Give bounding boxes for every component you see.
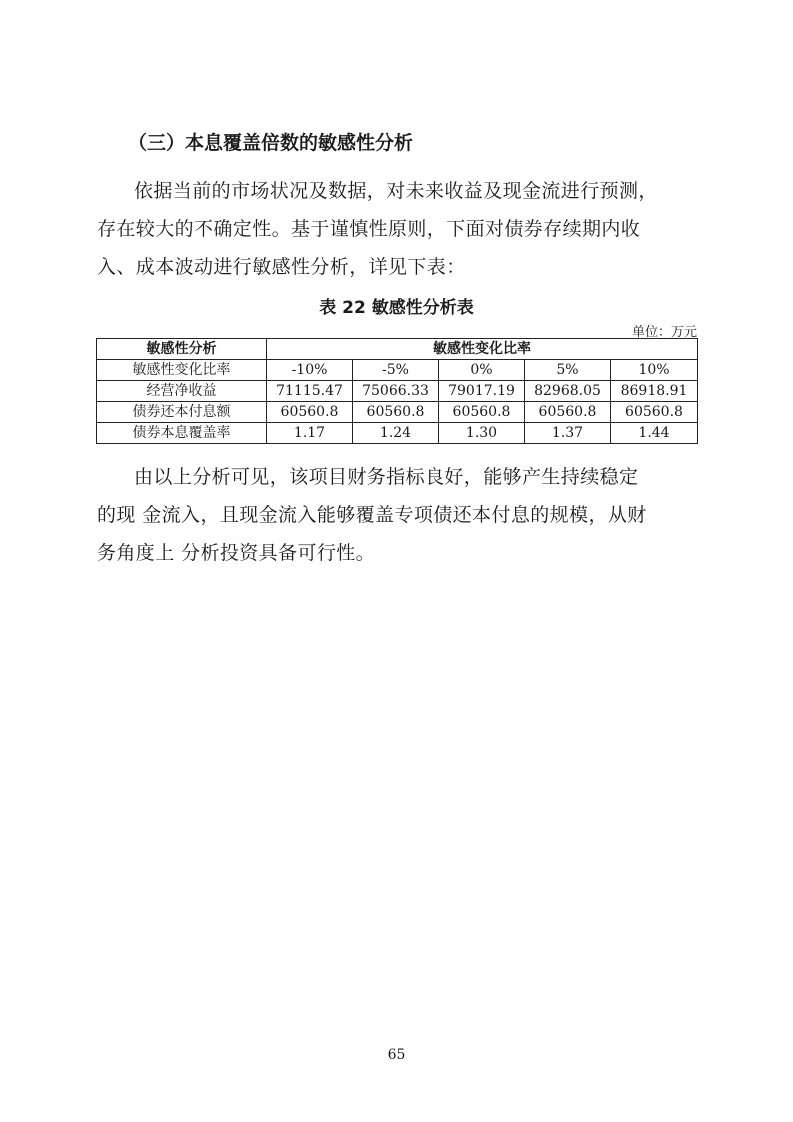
table-cell: -10%	[267, 360, 353, 381]
table-cell: -5%	[353, 360, 439, 381]
table-cell: 60560.8	[525, 402, 611, 423]
table-cell: 1.44	[611, 423, 698, 444]
table-cell: 86918.91	[611, 381, 698, 402]
intro-paragraph-line: 依据当前的市场状况及数据，对未来收益及现金流进行预测，	[134, 180, 658, 202]
table-cell: 5%	[525, 360, 611, 381]
intro-paragraph-line: 存在较大的不确定性。基于谨慎性原则，下面对债券存续期内收	[97, 218, 641, 240]
table-cell: 0%	[439, 360, 525, 381]
table-unit: 单位：万元	[631, 325, 697, 340]
table-cell: 1.30	[439, 423, 525, 444]
conclusion-paragraph-line: 务角度上 分析投资具备可行性。	[97, 542, 376, 564]
table-row	[97, 402, 698, 423]
table-cell: 10%	[611, 360, 698, 381]
intro-paragraph-line: 入、成本波动进行敏感性分析，详见下表：	[97, 256, 466, 278]
section-heading: （三）本息覆盖倍数的敏感性分析	[128, 132, 414, 154]
row-label: 债券本息覆盖率	[97, 423, 267, 444]
table-cell: 79017.19	[439, 381, 525, 402]
table-row	[97, 423, 698, 444]
table-header-left: 敏感性分析	[97, 339, 267, 360]
table-cell: 71115.47	[267, 381, 353, 402]
conclusion-paragraph-line: 由以上分析可见，该项目财务指标良好，能够产生持续稳定	[134, 466, 639, 488]
table-cell: 1.37	[525, 423, 611, 444]
table-caption: 表 22 敏感性分析表	[319, 298, 474, 318]
table-header-row	[97, 339, 698, 360]
table-cell: 60560.8	[439, 402, 525, 423]
row-label: 经营净收益	[97, 381, 267, 402]
sensitivity-table	[96, 338, 698, 444]
conclusion-paragraph-line: 的现 金流入，且现金流入能够覆盖专项债还本付息的规模，从财	[97, 504, 647, 526]
page-number: 65	[387, 1047, 406, 1063]
row-label: 敏感性变化比率	[97, 360, 267, 381]
table-cell: 60560.8	[353, 402, 439, 423]
table-row	[97, 381, 698, 402]
table-cell: 75066.33	[353, 381, 439, 402]
row-label: 债券还本付息额	[97, 402, 267, 423]
table-cell: 1.17	[267, 423, 353, 444]
table-header-right: 敏感性变化比率	[267, 339, 698, 360]
table-cell: 60560.8	[267, 402, 353, 423]
table-row	[97, 360, 698, 381]
table-cell: 60560.8	[611, 402, 698, 423]
table-cell: 1.24	[353, 423, 439, 444]
table-cell: 82968.05	[525, 381, 611, 402]
